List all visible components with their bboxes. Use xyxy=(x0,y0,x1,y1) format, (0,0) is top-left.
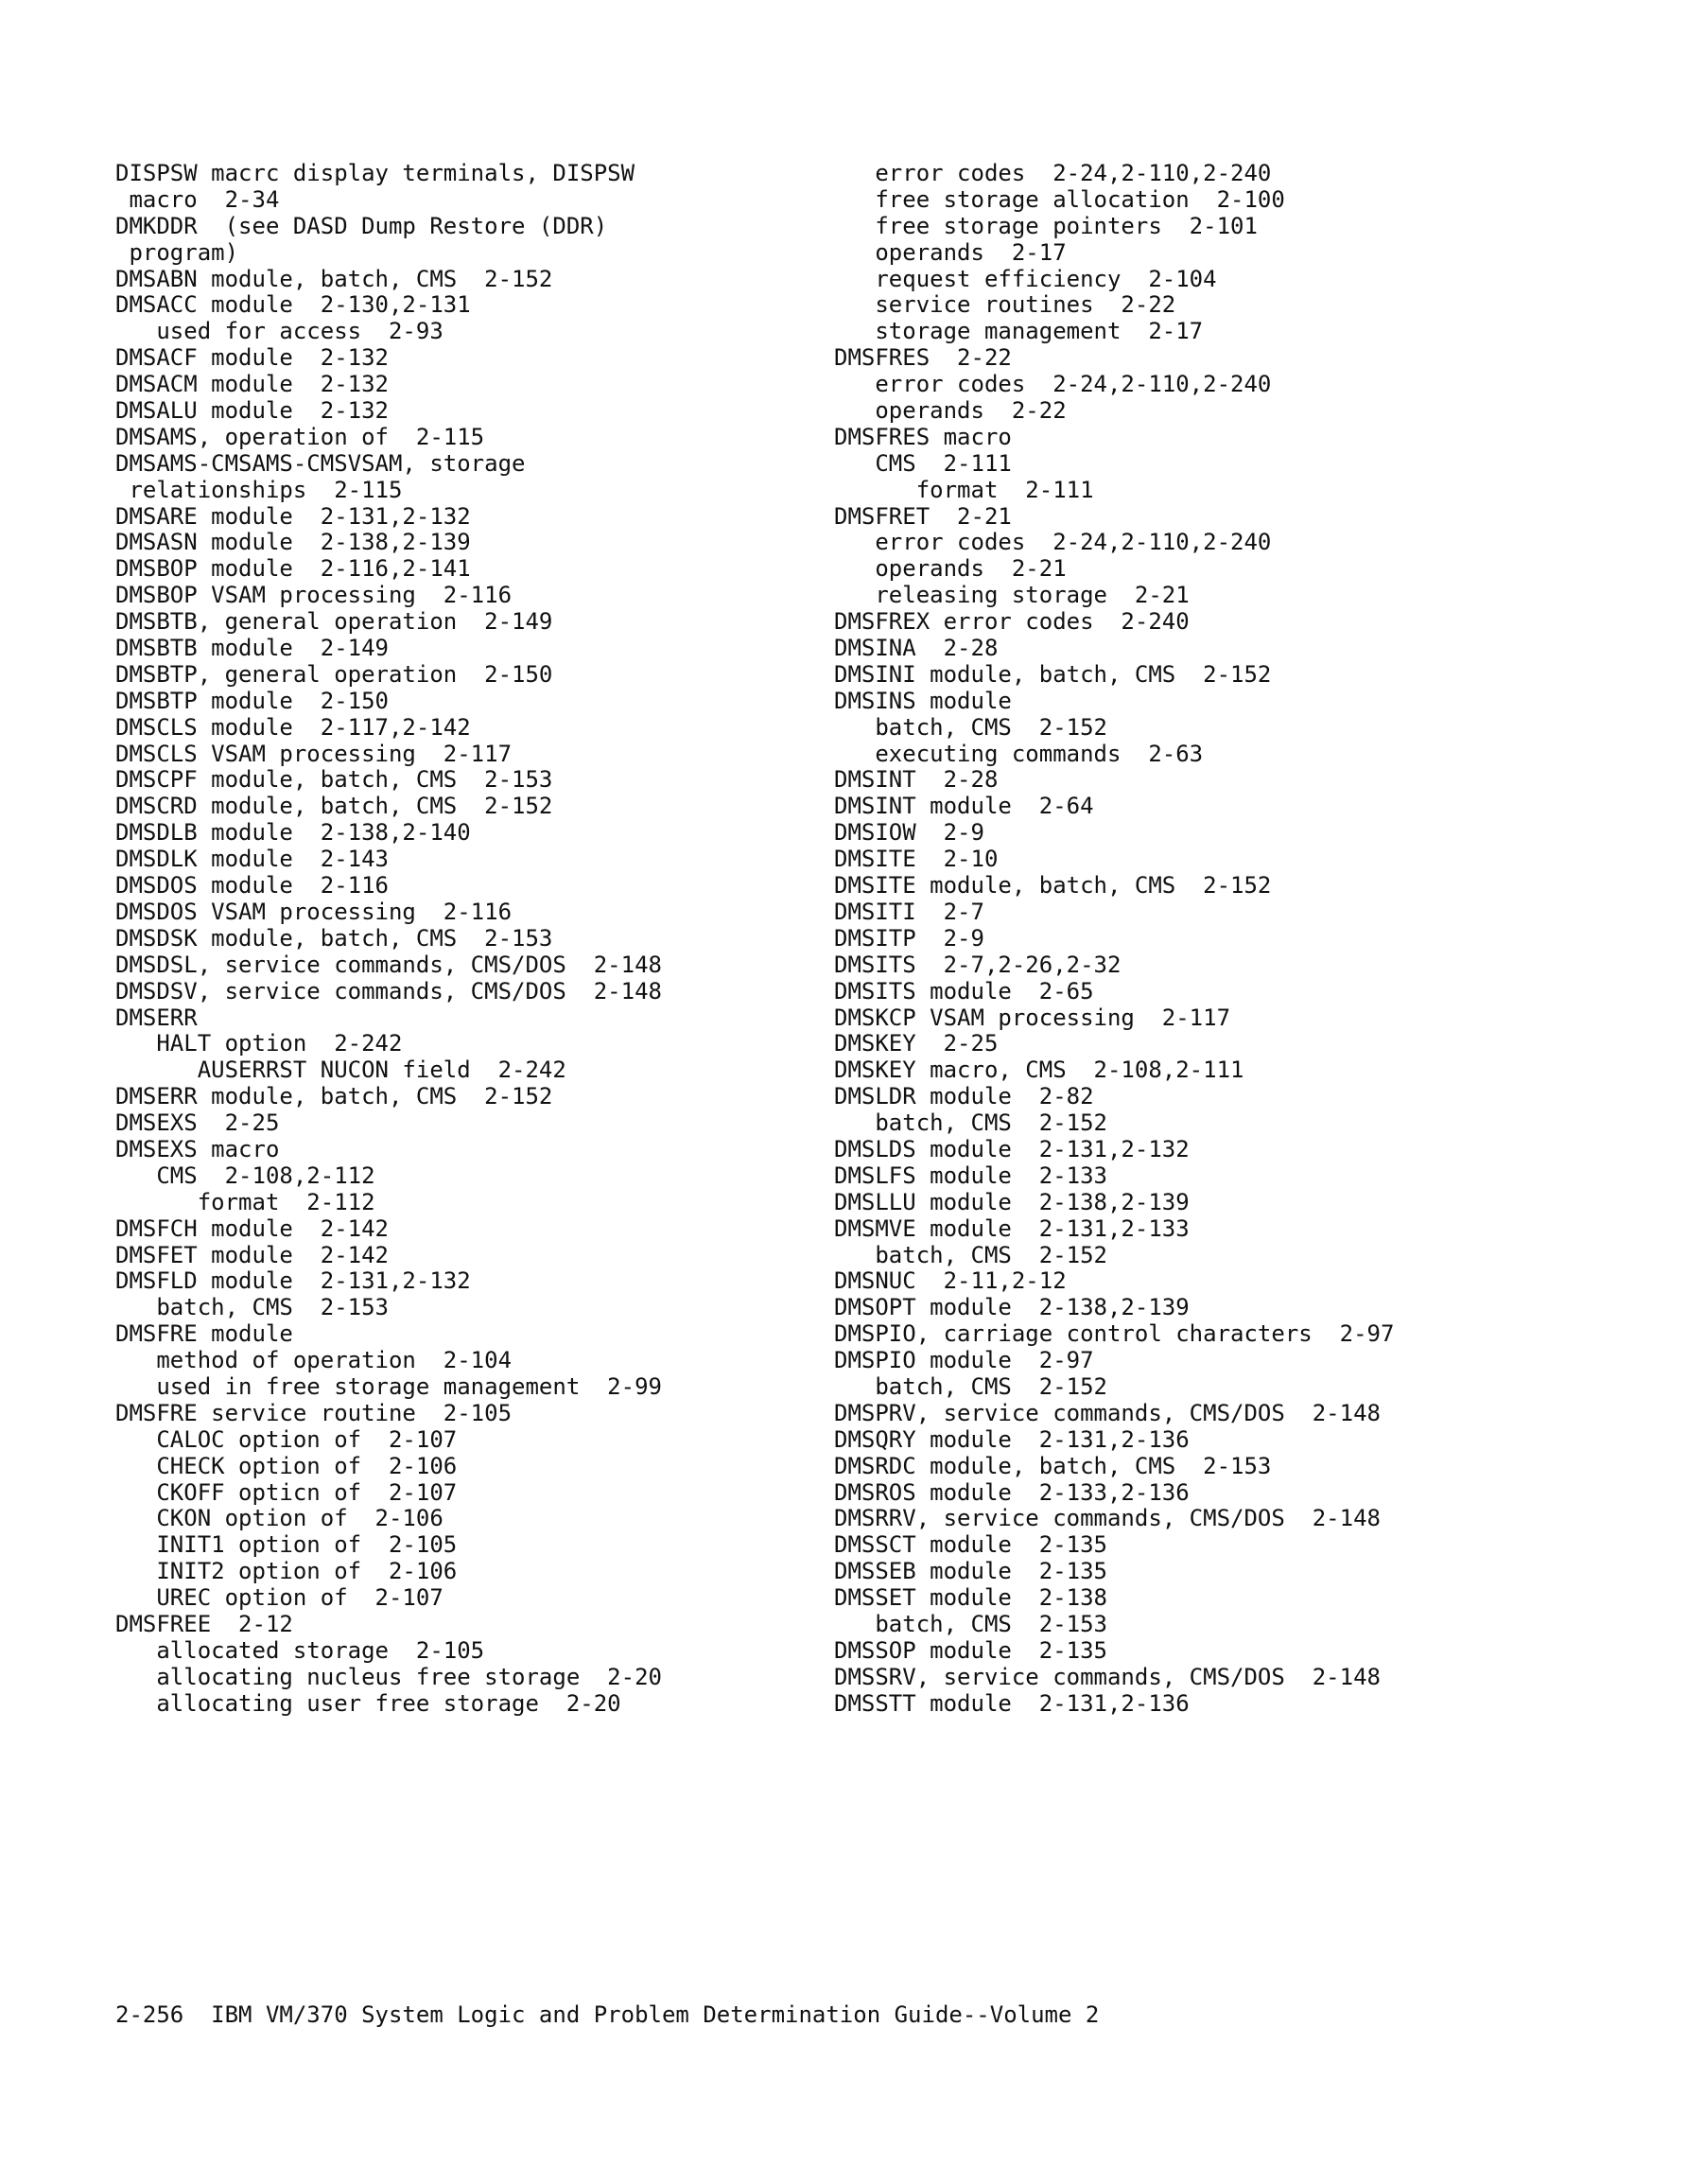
index-entry: DMSDLK module 2-143 xyxy=(115,846,389,873)
index-entry: CKOFF opticn of 2-107 xyxy=(115,1478,458,1506)
index-entry: format 2-111 xyxy=(834,476,1094,503)
index-entry: DMSPRV, service commands, CMS/DOS 2-148 xyxy=(834,1399,1381,1426)
index-entry: DMSDOS VSAM processing 2-116 xyxy=(115,898,513,925)
index-entry: DMSCRD module, batch, CMS 2-152 xyxy=(115,793,553,820)
index-column-right xyxy=(834,161,1666,1718)
index-entry: DMSITE 2-10 xyxy=(834,846,999,873)
index-entry: CMS 2-108,2-112 xyxy=(115,1162,375,1189)
index-entry: DMSSET module 2-138 xyxy=(834,1584,1107,1612)
index-entry: DMSAMS, operation of 2-115 xyxy=(115,423,485,450)
index-entry: DMSOPT module 2-138,2-139 xyxy=(834,1294,1190,1321)
index-entry: DMSFET module 2-142 xyxy=(115,1241,389,1268)
index-entry: DMSRDC module, batch, CMS 2-153 xyxy=(834,1452,1272,1479)
index-entry: error codes 2-24,2-110,2-240 xyxy=(834,529,1272,556)
index-entry: request efficiency 2-104 xyxy=(834,265,1217,292)
index-entry: allocating user free storage 2-20 xyxy=(115,1689,621,1717)
index-entry: DMSSCT module 2-135 xyxy=(834,1531,1107,1559)
index-entry: batch, CMS 2-152 xyxy=(834,1109,1107,1137)
index-entry: batch, CMS 2-152 xyxy=(834,1372,1107,1400)
index-entry: DMSINT 2-28 xyxy=(834,766,999,794)
index-entry: DMSFRET 2-21 xyxy=(834,502,1012,530)
index-entry: DMSIOW 2-9 xyxy=(834,819,984,847)
index-entry: DMSSEB module 2-135 xyxy=(834,1558,1107,1585)
index-entry: DMSITI 2-7 xyxy=(834,898,984,925)
index-entry: DMSFRE module xyxy=(115,1320,293,1348)
index-entry: service routines 2-22 xyxy=(834,291,1176,319)
index-entry: executing commands 2-63 xyxy=(834,740,1204,767)
index-entry: error codes 2-24,2-110,2-240 xyxy=(834,160,1272,186)
index-entry: DMKDDR (see DASD Dump Restore (DDR) xyxy=(115,212,608,239)
index-entry: DMSALU module 2-132 xyxy=(115,397,389,425)
index-entry: releasing storage 2-21 xyxy=(834,582,1190,609)
index-entry: DMSRRV, service commands, CMS/DOS 2-148 xyxy=(834,1505,1381,1532)
index-entry: batch, CMS 2-153 xyxy=(834,1610,1107,1637)
index-entry: DMSFRES 2-22 xyxy=(834,344,1012,372)
index-entry: HALT option 2-242 xyxy=(115,1030,403,1057)
index-entry: DMSCPF module, batch, CMS 2-153 xyxy=(115,766,553,794)
index-entry: DMSITS 2-7,2-26,2-32 xyxy=(834,951,1122,978)
index-entry: used in free storage management 2-99 xyxy=(115,1372,662,1400)
index-entry: DMSEXS 2-25 xyxy=(115,1109,280,1137)
index-entry: used for access 2-93 xyxy=(115,318,443,345)
index-entry: DMSERR xyxy=(115,1004,198,1031)
index-entry: free storage pointers 2-101 xyxy=(834,212,1258,239)
index-entry: DMSFREE 2-12 xyxy=(115,1610,293,1637)
index-entry: DMSBOP VSAM processing 2-116 xyxy=(115,582,513,609)
index-entry: DMSSRV, service commands, CMS/DOS 2-148 xyxy=(834,1663,1381,1690)
page-footer: 2-256 IBM VM/370 System Logic and Problem Determination Guide--Volume 2 xyxy=(115,2001,1100,2028)
index-entry: DMSPIO, carriage control characters 2-97 xyxy=(834,1320,1395,1348)
index-entry: operands 2-21 xyxy=(834,555,1067,583)
index-entry: DMSINA 2-28 xyxy=(834,635,999,662)
index-entry: DMSERR module, batch, CMS 2-152 xyxy=(115,1083,553,1110)
index-entry: DMSASN module 2-138,2-139 xyxy=(115,529,471,556)
index-entry: DMSFLD module 2-131,2-132 xyxy=(115,1267,471,1295)
index-entry: DMSDSV, service commands, CMS/DOS 2-148 xyxy=(115,977,662,1005)
index-entry: DMSLDR module 2-82 xyxy=(834,1083,1094,1110)
index-entry: DMSDLB module 2-138,2-140 xyxy=(115,819,471,847)
index-entry: operands 2-22 xyxy=(834,397,1067,425)
index-entry: CHECK option of 2-106 xyxy=(115,1452,458,1479)
index-entry: DMSMVE module 2-131,2-133 xyxy=(834,1214,1190,1242)
index-entry: batch, CMS 2-152 xyxy=(834,1241,1107,1268)
index-entry: DMSARE module 2-131,2-132 xyxy=(115,502,471,530)
index-entry: DMSKEY 2-25 xyxy=(834,1030,999,1057)
index-entry: DMSBTB module 2-149 xyxy=(115,635,389,662)
index-entry: DMSINT module 2-64 xyxy=(834,793,1094,820)
index-entry: DMSQRY module 2-131,2-136 xyxy=(834,1425,1190,1453)
index-entry: AUSERRST NUCON field 2-242 xyxy=(115,1057,566,1084)
index-entry: method of operation 2-104 xyxy=(115,1347,513,1374)
index-entry: DMSINI module, batch, CMS 2-152 xyxy=(834,660,1272,688)
index-entry: allocated storage 2-105 xyxy=(115,1636,485,1664)
index-entry: CMS 2-111 xyxy=(834,449,1012,477)
index-entry: relationships 2-115 xyxy=(115,476,403,503)
index-entry: DMSBOP module 2-116,2-141 xyxy=(115,555,471,583)
index-entry: DMSPIO module 2-97 xyxy=(834,1347,1094,1374)
index-entry: DMSACF module 2-132 xyxy=(115,344,389,372)
index-entry: DMSACC module 2-130,2-131 xyxy=(115,291,471,319)
index-entry: CKON option of 2-106 xyxy=(115,1505,443,1532)
index-entry: DMSBTP module 2-150 xyxy=(115,687,389,714)
index-entry: UREC option of 2-107 xyxy=(115,1584,443,1612)
index-entry: operands 2-17 xyxy=(834,238,1067,266)
index-entry: DMSFRES macro xyxy=(834,423,1012,450)
index-entry: INIT1 option of 2-105 xyxy=(115,1531,458,1559)
index-entry: macro 2-34 xyxy=(115,185,280,213)
index-column-left xyxy=(115,161,834,1718)
index-entry: program) xyxy=(115,238,239,266)
index-entry: DMSROS module 2-133,2-136 xyxy=(834,1478,1190,1506)
index-entry: allocating nucleus free storage 2-20 xyxy=(115,1663,662,1690)
index-entry: DMSNUC 2-11,2-12 xyxy=(834,1267,1067,1295)
index-entry: CALOC option of 2-107 xyxy=(115,1425,458,1453)
index-entry: DMSKCP VSAM processing 2-117 xyxy=(834,1004,1231,1031)
index-entry: DMSFCH module 2-142 xyxy=(115,1214,389,1242)
index-entry: DMSEXS macro xyxy=(115,1135,280,1162)
index-entry: INIT2 option of 2-106 xyxy=(115,1558,458,1585)
index-entry: DMSCLS module 2-117,2-142 xyxy=(115,713,471,741)
index-entry: DMSCLS VSAM processing 2-117 xyxy=(115,740,513,767)
index-entry: batch, CMS 2-153 xyxy=(115,1294,389,1321)
index-entry: DMSDSK module, batch, CMS 2-153 xyxy=(115,924,553,952)
index-entry: DMSDSL, service commands, CMS/DOS 2-148 xyxy=(115,951,662,978)
index-entry: DMSINS module xyxy=(834,687,1012,714)
index-entry: DMSAMS-CMSAMS-CMSVSAM, storage xyxy=(115,449,526,477)
index-entry: batch, CMS 2-152 xyxy=(834,713,1107,741)
index-entry: DMSFREX error codes 2-240 xyxy=(834,608,1190,636)
index-entry: DMSLDS module 2-131,2-132 xyxy=(834,1135,1190,1162)
index-entry: DISPSW macrc display terminals, DISPSW xyxy=(115,160,635,186)
index-entry: DMSLFS module 2-133 xyxy=(834,1162,1107,1189)
index-entry: DMSITP 2-9 xyxy=(834,924,984,952)
index-entry: format 2-112 xyxy=(115,1188,375,1215)
index-entry: DMSBTP, general operation 2-150 xyxy=(115,660,553,688)
index-entry: DMSSTT module 2-131,2-136 xyxy=(834,1689,1190,1717)
index-entry: free storage allocation 2-100 xyxy=(834,185,1285,213)
index-entry: storage management 2-17 xyxy=(834,318,1204,345)
index-entry: DMSITE module, batch, CMS 2-152 xyxy=(834,872,1272,900)
index-entry: DMSITS module 2-65 xyxy=(834,977,1094,1005)
index-entry: DMSBTB, general operation 2-149 xyxy=(115,608,553,636)
index-entry: DMSACM module 2-132 xyxy=(115,371,389,398)
index-entry: DMSKEY macro, CMS 2-108,2-111 xyxy=(834,1057,1244,1084)
index-entry: DMSSOP module 2-135 xyxy=(834,1636,1107,1664)
index-entry: DMSFRE service routine 2-105 xyxy=(115,1399,513,1426)
index-entry: error codes 2-24,2-110,2-240 xyxy=(834,371,1272,398)
index-entry: DMSDOS module 2-116 xyxy=(115,872,389,900)
index-entry: DMSABN module, batch, CMS 2-152 xyxy=(115,265,553,292)
index-entry: DMSLLU module 2-138,2-139 xyxy=(834,1188,1190,1215)
